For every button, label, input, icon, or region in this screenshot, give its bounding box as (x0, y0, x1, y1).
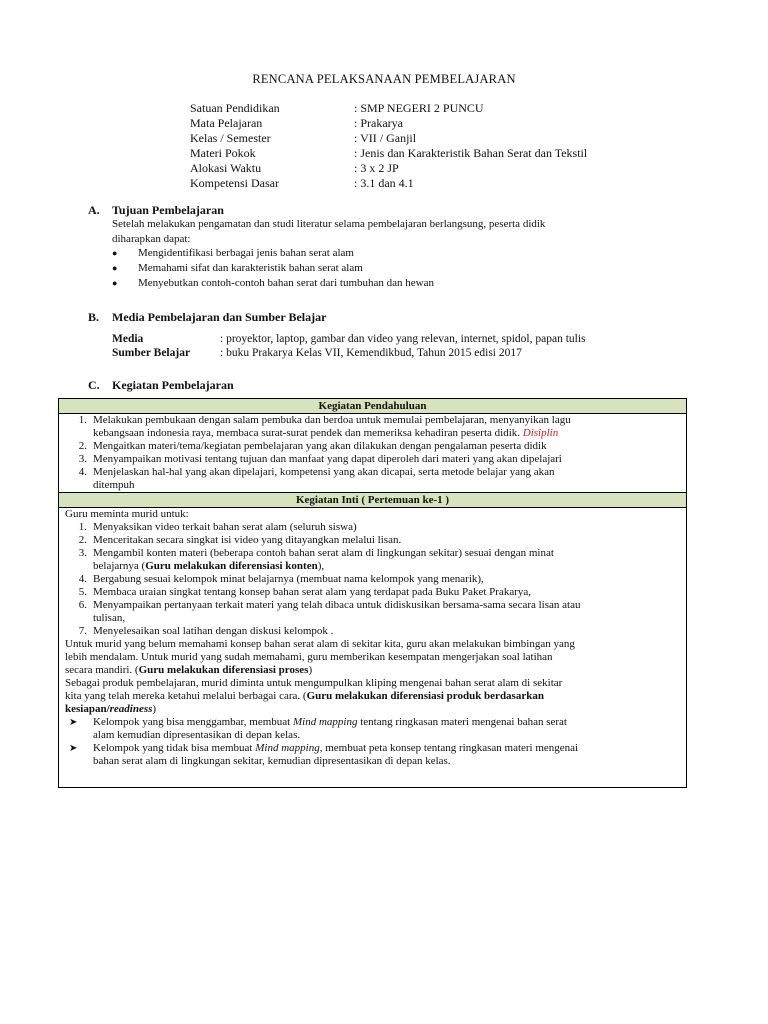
item-number: 3. (78, 547, 87, 559)
source-row (112, 346, 586, 360)
info-value: : Prakarya (354, 116, 403, 130)
line-text: alam kemudian dipresentasikan di depan kelas. (93, 729, 301, 741)
arrow-bullet-icon: ➤ (69, 717, 78, 728)
info-value: : VII / Ganjil (354, 131, 417, 145)
item-line: ), (317, 560, 325, 572)
list-item (112, 261, 434, 276)
item-number: 3. (78, 453, 87, 465)
list-item (63, 625, 682, 638)
section-a-heading (88, 203, 224, 218)
identity-table (190, 101, 587, 191)
info-row (190, 146, 587, 161)
line-text: ) (308, 664, 313, 676)
item-number: 1. (78, 414, 87, 426)
item-text (93, 547, 682, 573)
media-row (112, 332, 586, 346)
mind-mapping-term: Mind mapping (255, 742, 320, 754)
item-text: Membaca uraian singkat tentang konsep bahan serat alam yang terdapat pada Buku Paket Prakarya, (93, 586, 532, 598)
list-item (112, 276, 434, 291)
list-item (112, 246, 434, 261)
list-item (63, 466, 682, 492)
differentiation-note: kesiapan/ (65, 703, 110, 715)
item-text (93, 466, 682, 492)
item-text: Menyaksikan video terkait bahan serat alam (seluruh siswa) (93, 521, 357, 533)
inti-intro: Guru meminta murid untuk: (65, 508, 189, 520)
item-text (93, 599, 682, 625)
bullet-icon: ● (112, 248, 118, 258)
objective-list (112, 246, 434, 291)
media-list (112, 332, 586, 360)
intro-line: diharapkan dapat: (112, 233, 191, 245)
section-c-heading (88, 378, 234, 393)
item-line: tulisan, (93, 612, 126, 624)
info-label: Satuan Pendidikan (190, 101, 280, 115)
item-line: Menyampaikan pertanyaan terkait materi yang telah dibaca untuk didiskusikan bersama-sama secara lisan atau (93, 599, 581, 611)
item-text (93, 414, 682, 440)
source-value: : buku Prakarya Kelas VII, Kemendikbud, Tahun 2015 edisi 2017 (220, 347, 522, 359)
paragraph-line: Untuk murid yang belum memahami konsep bahan serat alam di sekitar kita, guru akan melakukan bimbingan yang (65, 638, 575, 650)
table-header-pendahuluan: Kegiatan Pendahuluan (59, 399, 686, 414)
item-number: 4. (78, 573, 87, 585)
process-paragraph (59, 638, 686, 677)
disiplin-tag: Disiplin (522, 427, 559, 439)
arrow-bullet-icon: ➤ (69, 743, 78, 754)
list-item (63, 453, 682, 466)
item-line: Mengambil konten materi (beberapa contoh bahan serat alam di lingkungan sekitar) sesuai dengan minat (93, 547, 554, 559)
list-item (63, 599, 682, 625)
list-item (59, 742, 686, 768)
info-label: Alokasi Waktu (190, 161, 262, 175)
activity-table (58, 398, 687, 788)
info-value: : SMP NEGERI 2 PUNCU (354, 101, 484, 115)
list-item (63, 547, 682, 573)
readiness-term: readiness (109, 703, 153, 715)
group-list (59, 716, 686, 768)
list-item-text: Menyebutkan contoh-contoh bahan serat dari tumbuhan dan hewan (138, 277, 434, 289)
line-text: , membuat peta konsep tentang ringkasan materi mengenai (319, 742, 579, 754)
item-line: Menjelaskan hal-hal yang akan dipelajari, kompetensi yang akan dicapai, serta metode belajar yang akan (93, 466, 555, 478)
list-item (63, 586, 682, 599)
media-label: Media (112, 333, 144, 345)
item-text: Menyelesaikan soal latihan dengan diskusi kelompok . (93, 625, 334, 637)
item-line: kebangsaan indonesia raya, membaca surat-surat pendek dan memeriksa kehadiran peserta didik. (93, 427, 520, 439)
info-row (190, 161, 587, 176)
differentiation-note: Guru melakukan diferensiasi produk berdasarkan (306, 690, 544, 702)
item-number: 2. (78, 440, 87, 452)
info-label: Kelas / Semester (190, 131, 271, 145)
info-label: Materi Pokok (190, 146, 256, 160)
list-item (63, 573, 682, 586)
differentiation-note: Guru melakukan diferensiasi konten (145, 560, 318, 572)
item-number: 5. (78, 586, 87, 598)
pendahuluan-list (59, 414, 686, 492)
item-line: Melakukan pembukaan dengan salam pembuka dan berdoa untuk memulai pembelajaran, menyanyikan lagu (93, 414, 571, 426)
list-item-text: Memahami sifat dan karakteristik bahan serat alam (138, 262, 363, 274)
section-a-intro (112, 217, 545, 247)
item-number: 2. (78, 534, 87, 546)
line-text: tentang ringkasan materi mengenai bahan serat (357, 716, 567, 728)
info-value: : 3.1 dan 4.1 (354, 176, 414, 190)
item-text (93, 742, 578, 768)
item-number: 7. (78, 625, 87, 637)
paragraph-line (65, 690, 680, 703)
list-item-text: Mengidentifikasi berbagai jenis bahan serat alam (138, 247, 354, 259)
bullet-icon: ● (112, 263, 118, 273)
item-text: Bergabung sesuai kelompok minat belajarnya (membuat nama kelompok yang menarik), (93, 573, 484, 585)
line-text: kita yang telah mereka ketahui melalui berbagai cara. ( (65, 690, 307, 702)
document-title: RENCANA PELAKSANAAN PEMBELAJARAN (252, 72, 516, 86)
differentiation-note: Guru melakukan diferensiasi proses (138, 664, 309, 676)
list-item (63, 534, 682, 547)
section-title: Tujuan Pembelajaran (112, 203, 224, 217)
paragraph-line: Sebagai produk pembelajaran, murid diminta untuk mengumpulkan kliping mengenai bahan serat alam di sekitar (65, 677, 563, 689)
table-header-inti: Kegiatan Inti ( Pertemuan ke-1 ) (59, 492, 686, 508)
mind-mapping-term: Mind mapping (292, 716, 358, 728)
line-text: Kelompok yang bisa menggambar, membuat (93, 716, 293, 728)
section-letter: C. (88, 378, 100, 392)
info-row (190, 101, 587, 116)
info-row (190, 116, 587, 131)
line-text: bahan serat alam di lingkungan sekitar, kemudian dipresentasikan di depan kelas. (93, 755, 451, 767)
item-text (93, 716, 567, 742)
info-value: : Jenis dan Karakteristik Bahan Serat dan Tekstil (354, 146, 588, 160)
item-number: 6. (78, 599, 87, 611)
bullet-icon: ● (112, 278, 118, 288)
list-item (63, 521, 682, 534)
item-text: Menceritakan secara singkat isi video yang ditayangkan melalui lisan. (93, 534, 402, 546)
section-title: Media Pembelajaran dan Sumber Belajar (112, 310, 327, 324)
item-line: ditempuh (93, 479, 135, 491)
paragraph-line: lebih mendalam. Untuk murid yang sudah memahami, guru memberikan kesempatan mengerjakan soal latihan (65, 651, 553, 663)
info-row (190, 131, 587, 146)
item-text: Menyampaikan motivasi tentang tujuan dan manfaat yang dapat diperoleh dari materi yang akan dipelajari (93, 453, 562, 465)
section-b-heading (88, 310, 326, 325)
paragraph-line (65, 703, 680, 716)
inti-list (59, 521, 686, 638)
section-title: Kegiatan Pembelajaran (112, 378, 234, 392)
section-letter: B. (88, 310, 100, 324)
section-letter: A. (88, 203, 100, 217)
line-text: secara mandiri. ( (65, 664, 139, 676)
info-label: Kompetensi Dasar (190, 176, 279, 190)
info-row (190, 176, 587, 191)
item-number: 4. (78, 466, 87, 478)
intro-line: Setelah melakukan pengamatan dan studi literatur selama pembelajaran berlangsung, peserta didik (112, 218, 546, 230)
item-line: belajarnya ( (93, 560, 146, 572)
media-value: : proyektor, laptop, gambar dan video yang relevan, internet, spidol, papan tulis (220, 333, 586, 345)
product-paragraph (59, 677, 686, 716)
item-text: Mengaitkan materi/tema/kegiatan pembelajaran yang akan dilakukan dengan pengalaman peserta didik (93, 440, 547, 452)
list-item (63, 414, 682, 440)
line-text: ) (152, 703, 157, 715)
paragraph-line (65, 664, 680, 677)
info-value: : 3 x 2 JP (354, 161, 399, 175)
list-item (63, 440, 682, 453)
line-text: Kelompok yang tidak bisa membuat (93, 742, 256, 754)
info-label: Mata Pelajaran (190, 116, 263, 130)
source-label: Sumber Belajar (112, 347, 191, 359)
list-item (59, 716, 686, 742)
item-number: 1. (78, 521, 87, 533)
